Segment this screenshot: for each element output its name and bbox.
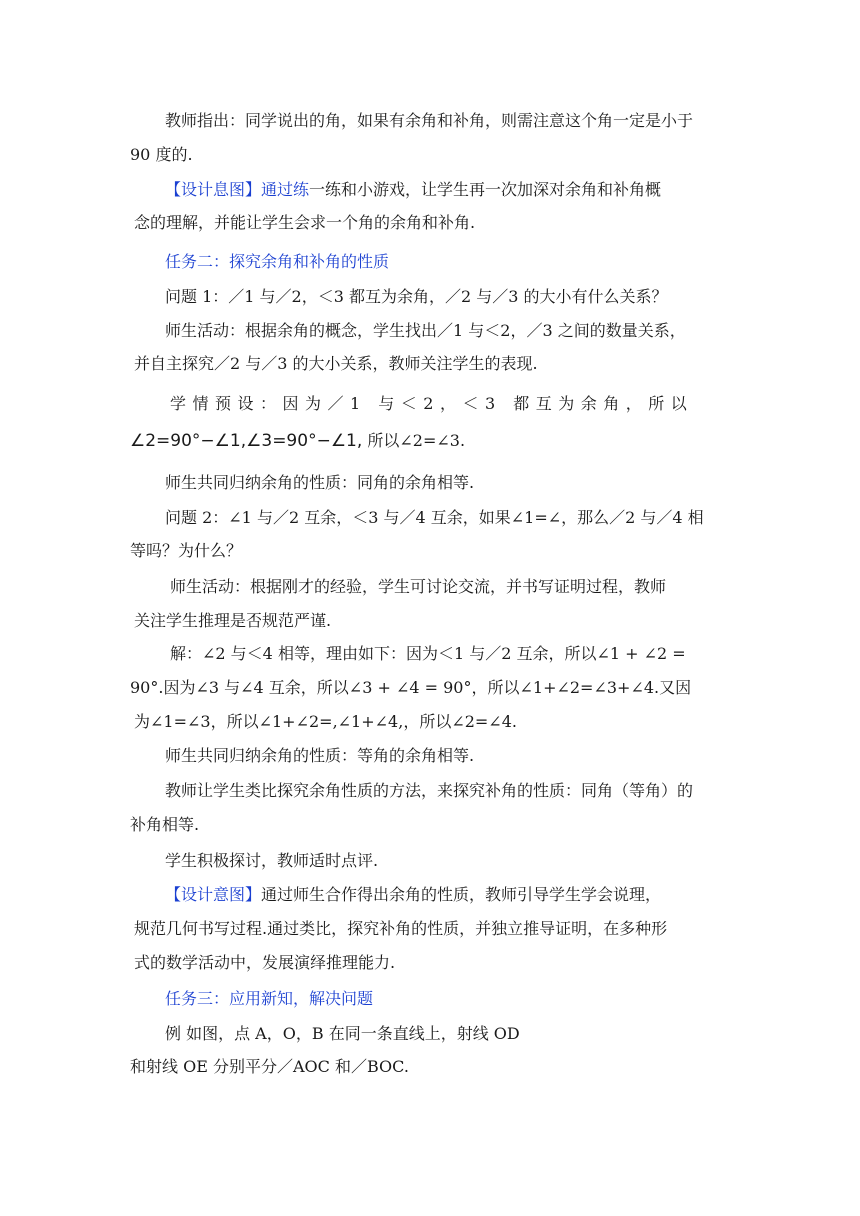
design-intent-1-line2: 念的理解，并能让学生会求一个角的余角和补角. (134, 213, 476, 232)
paragraph-teacher-note-line2: 90 度的. (130, 145, 193, 164)
design-intent-2-bracket: 【设计意图】 (165, 885, 262, 904)
design-intent-text: 一练和小游戏，让学生再一次加深对余角和补角概 (309, 180, 662, 199)
design-intent-1-line1 (165, 179, 661, 201)
design-intent-2-line3: 式的数学活动中，发展演绎推理能力. (134, 953, 396, 972)
design-intent-2-line2: 规范几何书写过程.通过类比，探究补角的性质，并独立推导证明，在多种形 (134, 919, 668, 938)
activity1-line2: 并自主探究／2 与／3 的大小关系，教师关注学生的表现. (134, 354, 538, 373)
example-line1: 例 如图，点 A，O，B 在同一条直线上，射线 OD (165, 1024, 520, 1043)
question2-line1: 问题 2：∠1 与／2 互余，＜3 与／4 互余，如果∠1=∠，那么／2 与／4 相 (165, 508, 704, 527)
question2-line2: 等吗？为什么？ (130, 541, 243, 560)
analogy-line2: 补角相等. (130, 815, 200, 834)
analogy-line1: 教师让学生类比探究余角性质的方法，来探究补角的性质：同角（等角）的 (165, 781, 694, 800)
solution-line2: 90°.因为∠3 与∠4 互余，所以∠3 + ∠4 = 90°，所以∠1+∠2=∠3+∠4.又因 (130, 678, 692, 697)
solution-line1: 解：∠2 与＜4 相等，理由如下：因为＜1 与／2 互余，所以∠1 + ∠2 = (170, 644, 686, 663)
design-intent-bracket: 【设计息图】 (165, 180, 262, 199)
activity2-line1: 师生活动：根据刚才的经验，学生可讨论交流，并书写证明过程，教师 (170, 577, 667, 596)
design-intent-2-line1 (165, 884, 661, 906)
design-intent-lead: 通过练 (261, 180, 310, 199)
activity1-line1: 师生活动：根据余角的概念，学生找出／1 与＜2，／3 之间的数量关系， (165, 321, 686, 340)
example-line2: 和射线 OE 分别平分／AOC 和／BOC. (130, 1057, 409, 1076)
question1: 问题 1：／1 与／2，＜3 都互为余角，／2 与／3 的大小有什么关系？ (165, 287, 668, 306)
solution-line3: 为∠1=∠3，所以∠1+∠2=,∠1+∠4,，所以∠2=∠4. (134, 712, 517, 731)
design-intent-2-text: 通过师生合作得出余角的性质，教师引导学生学会说理， (261, 885, 662, 904)
task3-heading: 任务三：应用新知，解决问题 (165, 989, 374, 1008)
prediction-line1: 学情预设：因为／1 与＜2，＜3 都互为余角，所以 (170, 394, 694, 413)
discussion-line: 学生积极探讨，教师适时点评. (165, 851, 379, 870)
summary2: 师生共同归纳余角的性质：等角的余角相等. (165, 746, 475, 765)
prediction-conclusion: 所以∠2=∠3. (362, 431, 466, 450)
prediction-formula: ∠2=90°−∠1,∠3=90°−∠1, (130, 431, 363, 451)
paragraph-teacher-note-line1: 教师指出：同学说出的角，如果有余角和补角，则需注意这个角一定是小于 (165, 111, 694, 130)
task2-heading: 任务二：探究余角和补角的性质 (165, 252, 390, 271)
summary1: 师生共同归纳余角的性质：同角的余角相等. (165, 473, 475, 492)
prediction-line2 (130, 430, 465, 452)
activity2-line2: 关注学生推理是否规范严谨. (134, 611, 332, 630)
